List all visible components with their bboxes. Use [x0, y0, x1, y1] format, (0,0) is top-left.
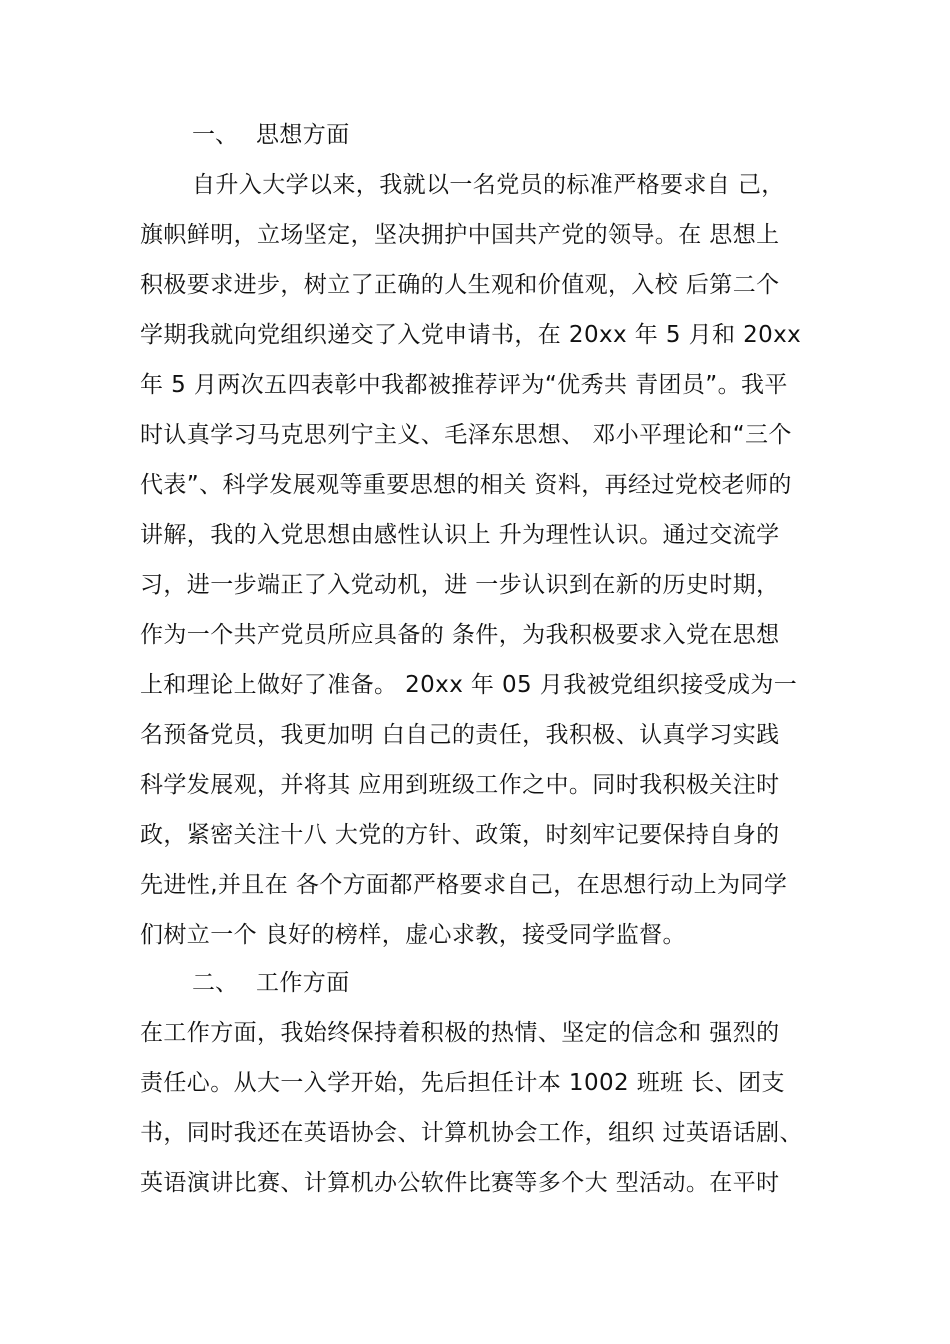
paragraph-line: 书，同时我还在英语协会、计算机协会工作，组织 过英语话剧、: [140, 1120, 803, 1146]
section-2-number: 二、: [192, 970, 238, 996]
paragraph-line: 英语演讲比赛、计算机办公软件比赛等多个大 型活动。在平时: [140, 1170, 780, 1196]
section-1-number: 一、: [192, 122, 238, 148]
paragraph-line: 政，紧密关注十八 大党的方针、政策，时刻牢记要保持自身的: [140, 822, 780, 848]
paragraph-line: 在工作方面，我始终保持着积极的热情、坚定的信念和 强烈的: [140, 1020, 780, 1046]
paragraph-line: 积极要求进步，树立了正确的人生观和价值观，入校 后第二个: [140, 272, 780, 298]
paragraph-line: 讲解，我的入党思想由感性认识上 升为理性认识。通过交流学: [140, 522, 780, 548]
section-2-title: 工作方面: [256, 970, 350, 996]
paragraph-line: 年 5 月两次五四表彰中我都被推荐评为“优秀共 青团员”。我平: [140, 372, 788, 398]
paragraph-line: 作为一个共产党员所应具备的 条件，为我积极要求入党在思想: [140, 622, 780, 648]
paragraph-line: 科学发展观，并将其 应用到班级工作之中。同时我积极关注时: [140, 772, 780, 798]
paragraph-line: 代表”、科学发展观等重要思想的相关 资料，再经过党校老师的: [140, 472, 792, 498]
paragraph-line: 习，进一步端正了入党动机，进 一步认识到在新的历史时期，: [140, 572, 780, 598]
paragraph-line: 先进性,并且在 各个方面都严格要求自己，在思想行动上为同学: [140, 872, 788, 898]
paragraph-line: 上和理论上做好了准备。 20xx 年 05 月我被党组织接受成为一: [140, 672, 798, 698]
paragraph-line: 学期我就向党组织递交了入党申请书，在 20xx 年 5 月和 20xx: [140, 322, 802, 348]
paragraph-line: 旗帜鲜明，立场坚定，坚决拥护中国共产党的领导。在 思想上: [140, 222, 780, 248]
section-1-title: 思想方面: [256, 122, 350, 148]
paragraph-line: 责任心。从大一入学开始，先后担任计本 1002 班班 长、团支: [140, 1070, 785, 1096]
paragraph-line: 自升入大学以来，我就以一名党员的标准严格要求自 己，: [192, 172, 785, 198]
paragraph-line: 时认真学习马克思列宁主义、毛泽东思想、 邓小平理论和“三个: [140, 422, 792, 448]
paragraph-line: 名预备党员，我更加明 白自己的责任，我积极、认真学习实践: [140, 722, 780, 748]
paragraph-line: 们树立一个 良好的榜样，虚心求教，接受同学监督。: [140, 922, 686, 948]
